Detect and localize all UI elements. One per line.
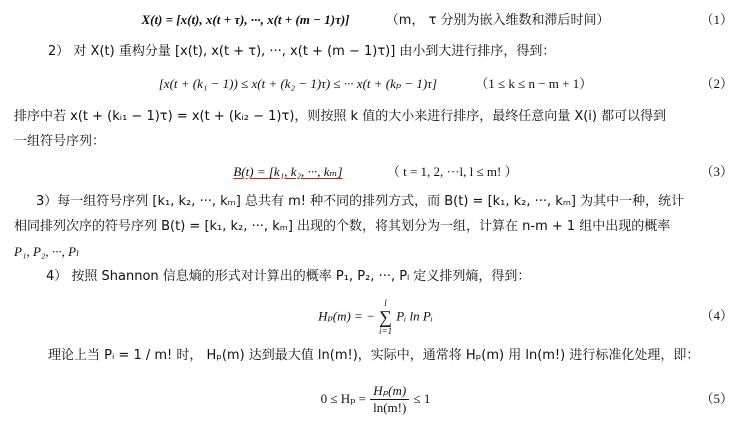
equation-2-number: （2） — [700, 76, 733, 91]
fraction-denominator: ln(m!) — [373, 400, 407, 415]
step-3-line-1: 3）每一组符号序列 [k₁, k₂, ···, kₘ] 总共有 m! 种不同的排列方式，而 B(t) = [k₁, k₂, ···, kₘ] 为其中一种，统计 — [36, 194, 685, 209]
step-4-paragraph — [14, 264, 739, 289]
equation-1-formula: X(t) = [x(t), x(t + τ), ···, x(t + (m − 1)τ)] — [141, 12, 350, 27]
step-3-line-2: 相同排列次序的符号序列 B(t) = [k₁, k₂, ···, kₘ] 出现的个数，将其划分为一组，计算在 n-m + 1 组中出现的概率 — [14, 219, 671, 234]
equation-2-line — [0, 72, 751, 96]
sorting-rule-line-2: 一组符号序列： — [14, 134, 106, 149]
step-4-text: 4） 按照 Shannon 信息熵的形式对计算出的概率 P₁, P₂, ···, Pₗ 定义排列熵，得到： — [46, 269, 531, 284]
step-3-paragraph — [14, 189, 739, 264]
equation-2-formula: [x(t + (k₁ − 1)) ≤ x(t + (k₂ − 1)τ) ≤ ··· x(t + (kₚ − 1)τ] — [158, 76, 437, 91]
equation-3-formula: B(t) = [k₁, k₂, ···, kₘ] — [233, 164, 343, 179]
equation-4-lhs: Hₚ(m) = − — [318, 308, 375, 324]
equation-4-number: （4） — [700, 308, 733, 323]
equation-5-number: （5） — [700, 391, 733, 406]
equation-3-line — [0, 160, 751, 184]
equation-1-note: （m， τ 分别为嵌入维数和滞后时间） — [385, 13, 610, 28]
equation-4-line — [0, 298, 751, 334]
equation-3-number: （3） — [700, 164, 733, 179]
equation-1-line — [0, 8, 751, 32]
equation-2-condition: （1 ≤ k ≤ n − m + 1） — [475, 76, 593, 91]
equation-1-number: （1） — [700, 12, 733, 27]
summation-upper: l — [384, 298, 387, 308]
summation-symbol — [379, 298, 392, 336]
equation-5-lhs: 0 ≤ Hₚ = — [320, 391, 366, 406]
normalization-paragraph — [14, 343, 739, 368]
normalization-text: 理论上当 Pᵢ = 1 / m! 时， Hₚ(m) 达到最大值 ln(m!)，实际中，通常将 Hₚ(m) 用 ln(m!) 进行标准化处理，即： — [48, 348, 700, 363]
step-2-paragraph — [14, 39, 739, 64]
step-2-text: 2） 对 X(t) 重构分量 [x(t), x(t + τ), ···, x(t + (m − 1)τ)] 由小到大进行排序，得到： — [48, 44, 556, 59]
sorting-rule-line-1: 排序中若 x(t + (kᵢ₁ − 1)τ) = x(t + (kᵢ₂ − 1)τ)，则按照 k 值的大小来进行排序，最终任意向量 X(i) 都可以得到 — [14, 109, 667, 124]
equation-3-condition: （ t = 1, 2, ···l, l ≤ m! ） — [386, 164, 518, 179]
equation-5-rhs: ≤ 1 — [413, 391, 431, 406]
sorting-rule-paragraph — [14, 104, 739, 154]
summation-sigma: ∑ — [379, 307, 392, 327]
step-3-line-3: P₁, P₂, ···, Pₗ — [14, 244, 80, 259]
summation-lower: i=1 — [379, 326, 393, 336]
equation-4-rhs: Pᵢ ln Pᵢ — [396, 308, 433, 324]
equation-5-line — [0, 380, 751, 418]
fraction-numerator: Hₚ(m) — [370, 383, 409, 400]
equation-5-fraction — [370, 383, 409, 416]
